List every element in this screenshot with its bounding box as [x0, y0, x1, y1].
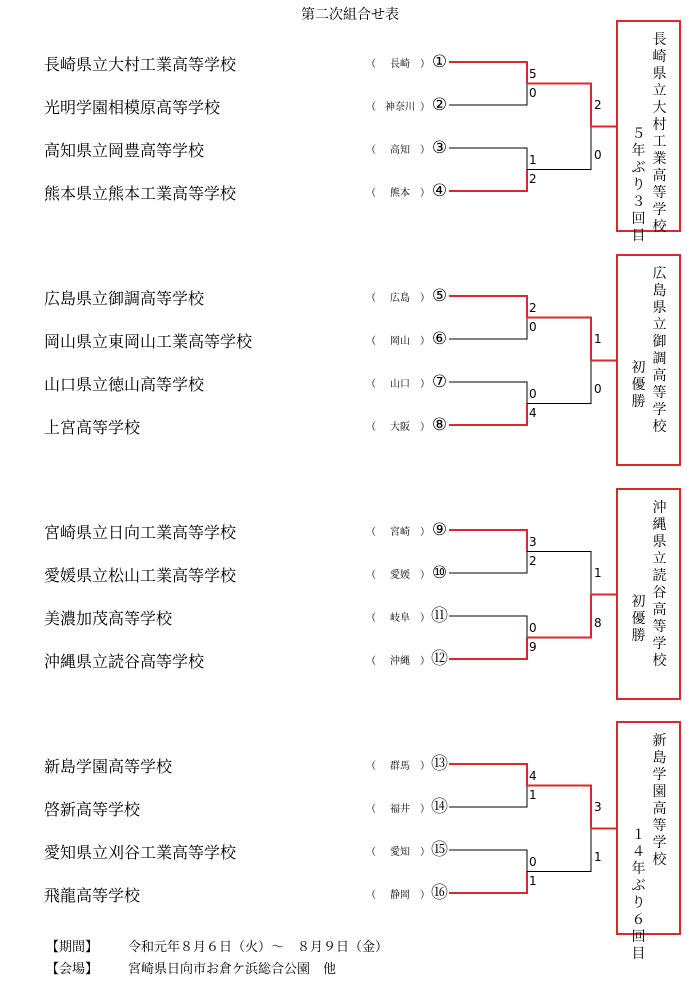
paren-close: ）	[420, 804, 430, 815]
champion-name: 広島県立御調高等学校	[652, 266, 667, 435]
score-label: 1	[594, 565, 602, 580]
paren-open: （	[366, 59, 376, 70]
paren-open: （	[366, 145, 376, 156]
score-label: 1	[529, 787, 537, 802]
paren-close: ）	[420, 656, 430, 667]
prefecture-name: 岡山	[390, 336, 410, 347]
team-school: 広島県立御調高等学校	[44, 289, 205, 308]
score-label: 8	[594, 615, 602, 630]
paren-close: ）	[420, 336, 430, 347]
champion-box	[616, 488, 681, 700]
paren-open: （	[366, 527, 376, 538]
prefecture-name: 高知	[390, 145, 410, 156]
prefecture-name: 沖縄	[390, 656, 410, 667]
score-label: 2	[594, 97, 602, 112]
paren-open: （	[366, 890, 376, 901]
paren-open: （	[366, 761, 376, 772]
champion-box	[616, 254, 681, 466]
champion-name: 沖縄県立読谷高等学校	[652, 500, 667, 669]
score-label: 0	[594, 147, 602, 162]
paren-close: ）	[420, 847, 430, 858]
period-label: 【期間】	[46, 940, 99, 955]
prefecture-name: 神奈川	[385, 102, 415, 113]
seed-number: ①	[431, 52, 448, 72]
score-label: 0	[594, 381, 602, 396]
seed-number: ⑭	[431, 797, 448, 817]
bracket-line	[449, 552, 527, 574]
seed-number: ②	[431, 95, 448, 115]
paren-open: （	[366, 336, 376, 347]
team-school: 愛知県立刈谷工業高等学校	[44, 843, 237, 862]
team-school: 宮崎県立日向工業高等学校	[44, 523, 237, 542]
bracket-line	[449, 850, 527, 872]
paren-close: ）	[420, 890, 430, 901]
paren-close: ）	[420, 527, 430, 538]
paren-open: （	[366, 656, 376, 667]
period-value: 令和元年８月６日（火）～ ８月９日（金）	[128, 940, 389, 955]
team-school: 高知県立岡豊高等学校	[44, 141, 205, 160]
prefecture-name: 宮崎	[390, 527, 410, 538]
score-label: 3	[594, 799, 602, 814]
venue-value: 宮崎県日向市お倉ケ浜総合公園 他	[128, 962, 337, 977]
champion-box	[616, 20, 681, 244]
champion-box	[616, 721, 681, 962]
bracket-line	[449, 872, 527, 894]
seed-number: ⑪	[431, 606, 448, 626]
champion-note: 初優勝	[631, 594, 646, 644]
score-label: 1	[529, 873, 537, 888]
bracket-line	[449, 170, 527, 192]
venue-label: 【会場】	[46, 962, 99, 977]
paren-open: （	[366, 102, 376, 113]
bracket-line	[449, 764, 527, 786]
bracket-line	[449, 84, 527, 106]
paren-close: ）	[420, 613, 430, 624]
paren-close: ）	[420, 761, 430, 772]
seed-number: ③	[431, 138, 448, 158]
seed-number: ⑨	[431, 520, 448, 540]
paren-close: ）	[420, 379, 430, 390]
seed-number: ⑬	[431, 754, 448, 774]
bracket-line	[449, 404, 527, 426]
score-label: 2	[529, 553, 537, 568]
seed-number: ⑯	[431, 883, 448, 903]
seed-number: ⑧	[431, 415, 448, 435]
team-school: 光明学園相模原高等学校	[44, 98, 221, 117]
seed-number: ⑩	[431, 563, 448, 583]
score-label: 4	[529, 768, 537, 783]
score-label: 9	[529, 639, 537, 654]
prefecture-name: 愛媛	[390, 570, 410, 581]
paren-close: ）	[420, 188, 430, 199]
score-label: 2	[529, 171, 537, 186]
prefecture-name: 静岡	[390, 890, 410, 901]
bracket-line	[449, 530, 527, 552]
score-label: 2	[529, 300, 537, 315]
prefecture-name: 愛知	[390, 847, 410, 858]
score-label: 0	[529, 620, 537, 635]
score-label: 1	[529, 152, 537, 167]
paren-close: ）	[420, 422, 430, 433]
bracket-line	[449, 786, 527, 808]
team-school: 岡山県立東岡山工業高等学校	[44, 332, 253, 351]
team-school: 上宮高等学校	[44, 418, 141, 437]
bracket-line	[449, 638, 527, 660]
paren-open: （	[366, 422, 376, 433]
prefecture-name: 福井	[390, 804, 410, 815]
prefecture-name: 山口	[390, 379, 410, 390]
paren-open: （	[366, 570, 376, 581]
prefecture-name: 大阪	[390, 422, 410, 433]
prefecture-name: 広島	[390, 293, 410, 304]
score-label: 1	[594, 331, 602, 346]
team-school: 新島学園高等学校	[44, 757, 173, 776]
team-school: 熊本県立熊本工業高等学校	[44, 184, 237, 203]
paren-open: （	[366, 847, 376, 858]
prefecture-name: 群馬	[390, 761, 410, 772]
paren-close: ）	[420, 293, 430, 304]
seed-number: ⑦	[431, 372, 448, 392]
champion-note: １４年ぶり６回目	[631, 827, 646, 962]
bracket-line	[449, 318, 527, 340]
score-label: 1	[594, 849, 602, 864]
seed-number: ⑤	[431, 286, 448, 306]
score-label: 5	[529, 66, 537, 81]
champion-note: 初優勝	[631, 360, 646, 410]
paren-close: ）	[420, 59, 430, 70]
bracket-line	[449, 148, 527, 170]
prefecture-name: 熊本	[390, 188, 410, 199]
bracket-line	[449, 616, 527, 638]
team-school: 美濃加茂高等学校	[44, 609, 173, 628]
score-label: 0	[529, 85, 537, 100]
prefecture-name: 岐阜	[390, 613, 410, 624]
bracket-line	[449, 62, 527, 84]
seed-number: ④	[431, 181, 448, 201]
champion-note: ５年ぶり３回目	[631, 126, 646, 244]
team-school: 啓新高等学校	[44, 800, 141, 819]
page-title: 第二次組合せ表	[301, 7, 399, 23]
bracket-line	[449, 296, 527, 318]
champion-name: 長崎県立大村工業高等学校	[652, 32, 667, 235]
score-label: 4	[529, 405, 537, 420]
score-label: 0	[529, 319, 537, 334]
score-label: 3	[529, 534, 537, 549]
paren-open: （	[366, 804, 376, 815]
team-school: 長崎県立大村工業高等学校	[44, 55, 237, 74]
paren-open: （	[366, 293, 376, 304]
paren-close: ）	[420, 145, 430, 156]
team-school: 愛媛県立松山工業高等学校	[44, 566, 237, 585]
seed-number: ⑮	[431, 840, 448, 860]
paren-close: ）	[420, 570, 430, 581]
bracket-line	[449, 382, 527, 404]
prefecture-name: 長崎	[390, 59, 410, 70]
paren-open: （	[366, 188, 376, 199]
seed-number: ⑫	[431, 649, 448, 669]
paren-open: （	[366, 613, 376, 624]
score-label: 0	[529, 386, 537, 401]
seed-number: ⑥	[431, 329, 448, 349]
paren-close: ）	[420, 102, 430, 113]
champion-name: 新島学園高等学校	[652, 733, 667, 868]
paren-open: （	[366, 379, 376, 390]
team-school: 山口県立徳山高等学校	[44, 375, 205, 394]
team-school: 飛龍高等学校	[44, 886, 141, 905]
team-school: 沖縄県立読谷高等学校	[44, 652, 205, 671]
score-label: 0	[529, 854, 537, 869]
